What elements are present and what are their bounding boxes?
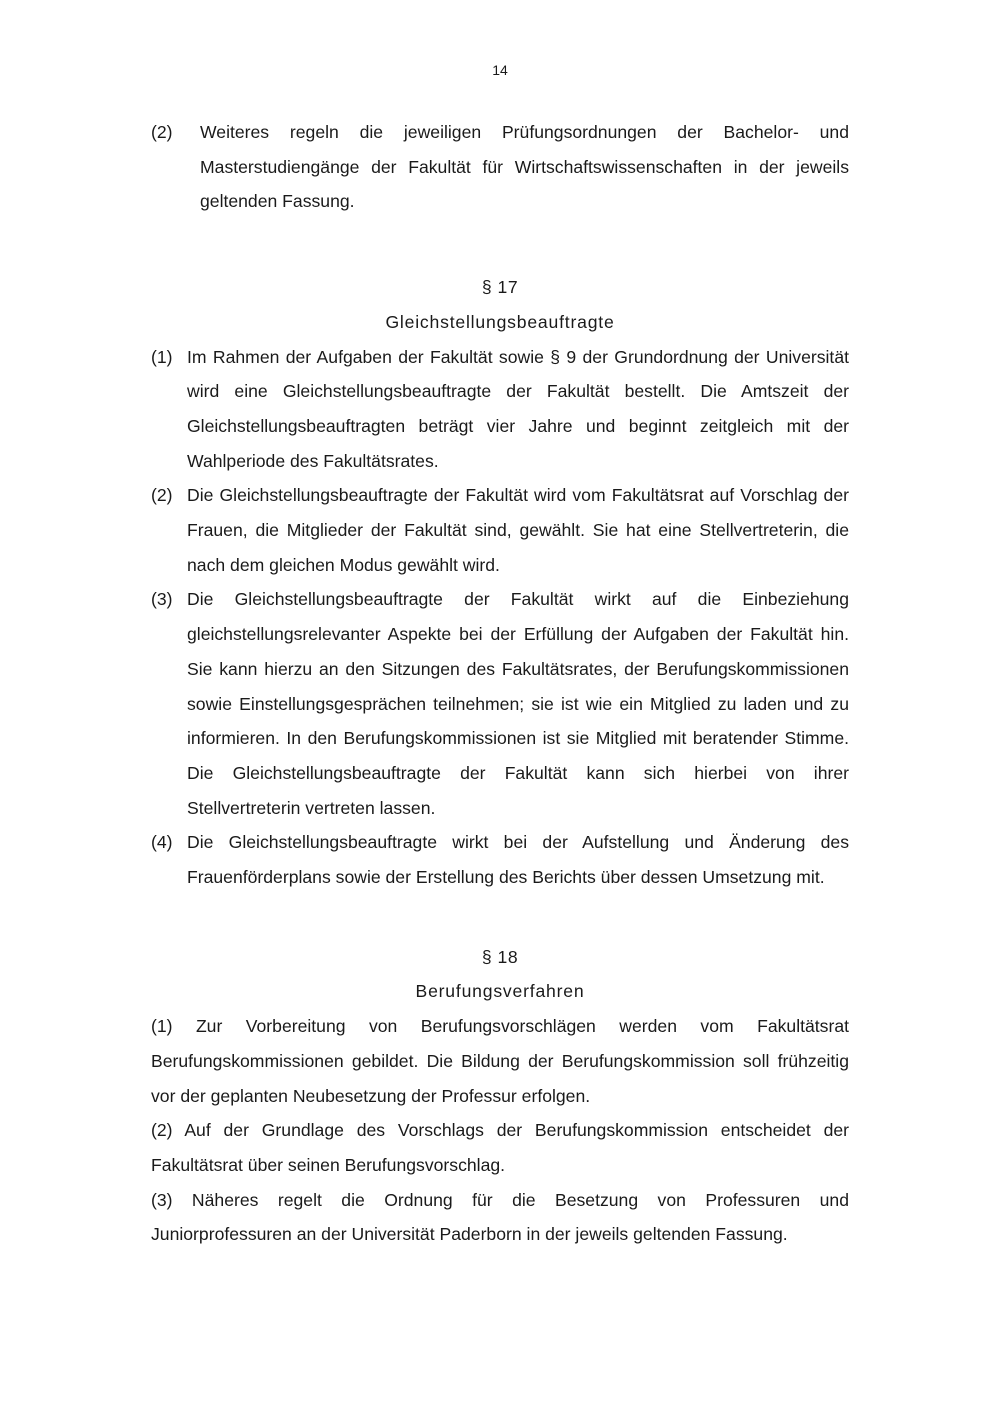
paragraph-number: (3) [151, 589, 173, 610]
section-18-paragraph-2: (2) Auf der Grundlage des Vorschlags der Berufungskommission entscheidet der Fakultätsrat über seinen Berufungsvorschlag. [151, 1120, 849, 1175]
section-18-paragraph-3: (3) Näheres regelt die Ordnung für die Besetzung von Professuren und Juniorprofessuren an der Universität Paderborn in der jeweils geltenden Fassung. [151, 1189, 849, 1245]
page-number: 14 [492, 62, 508, 78]
spacer [151, 219, 849, 270]
page-content [151, 115, 849, 1252]
section-17-paragraph-2 [151, 478, 849, 582]
section-17-paragraph-4 [151, 825, 849, 894]
paragraph-number: (2) [151, 122, 173, 142]
paragraph-number: (1) [151, 346, 173, 367]
paragraph-number: (2) [151, 485, 173, 506]
section-17-title: Gleichstellungsbeauftragte [385, 311, 615, 332]
intro-paragraph [151, 115, 849, 219]
section-17-paragraph-3 [151, 582, 849, 825]
paragraph-text: Im Rahmen der Aufgaben der Fakultät sowie § 9 der Grundordnung der Universität wird eine Gleichstellungsbeauftragte der Fakultät bestellt. Die Amtszeit der Gleichstellungsbeauftragten beträgt vier Jahre und beginnt zeitgleich mit der Wahlperiode des Fakultätsrates. [187, 346, 849, 471]
section-18-paragraph-1: (1) Zur Vorbereitung von Berufungsvorschlägen werden vom Fakultätsrat Berufungskommissionen gebildet. Die Bildung der Berufungskommission soll frühzeitig vor der geplanten Neubesetzung der Professur erfolgen. [151, 1016, 849, 1106]
section-18-title: Berufungsverfahren [415, 981, 585, 1002]
paragraph-text: Die Gleichstellungsbeauftragte der Fakultät wird vom Fakultätsrat auf Vorschlag der Frauen, die Mitglieder der Fakultät sind, gewählt. Sie hat eine Stellvertreterin, die nach dem gleichen Modus gewählt wird. [187, 485, 849, 575]
paragraph-text: Die Gleichstellungsbeauftragte wirkt bei der Aufstellung und Änderung des Frauenförderplans sowie der Erstellung des Berichts über dessen Umsetzung mit. [187, 832, 849, 888]
section-17-sign: § 17 [481, 277, 519, 298]
paragraph-number: (4) [151, 832, 173, 853]
section-18-sign: § 18 [481, 946, 519, 967]
spacer [151, 895, 849, 940]
paragraph-text: Die Gleichstellungsbeauftragte der Fakultät wirkt auf die Einbeziehung gleichstellungsrelevanter Aspekte bei der Erfüllung der Aufgaben der Fakultät hin. Sie kann hierzu an den Sitzungen des Fakultätsrates, der Berufungskommissionen sowie Einstellungsgesprächen teilnehmen; sie ist wie ein Mitglied zu laden und zu informieren. In den Berufungskommissionen ist sie Mitglied mit beratender Stimme. Die Gleichstellungsbeauftragte der Fakultät kann sich hierbei von ihrer Stellvertreterin vertreten lassen. [187, 589, 849, 818]
section-17-paragraph-1 [151, 340, 849, 479]
paragraph-text: Weiteres regeln die jeweiligen Prüfungsordnungen der Bachelor- und Masterstudiengänge der Fakultät für Wirtschaftswissenschaften in der jeweils geltenden Fassung. [200, 122, 849, 212]
